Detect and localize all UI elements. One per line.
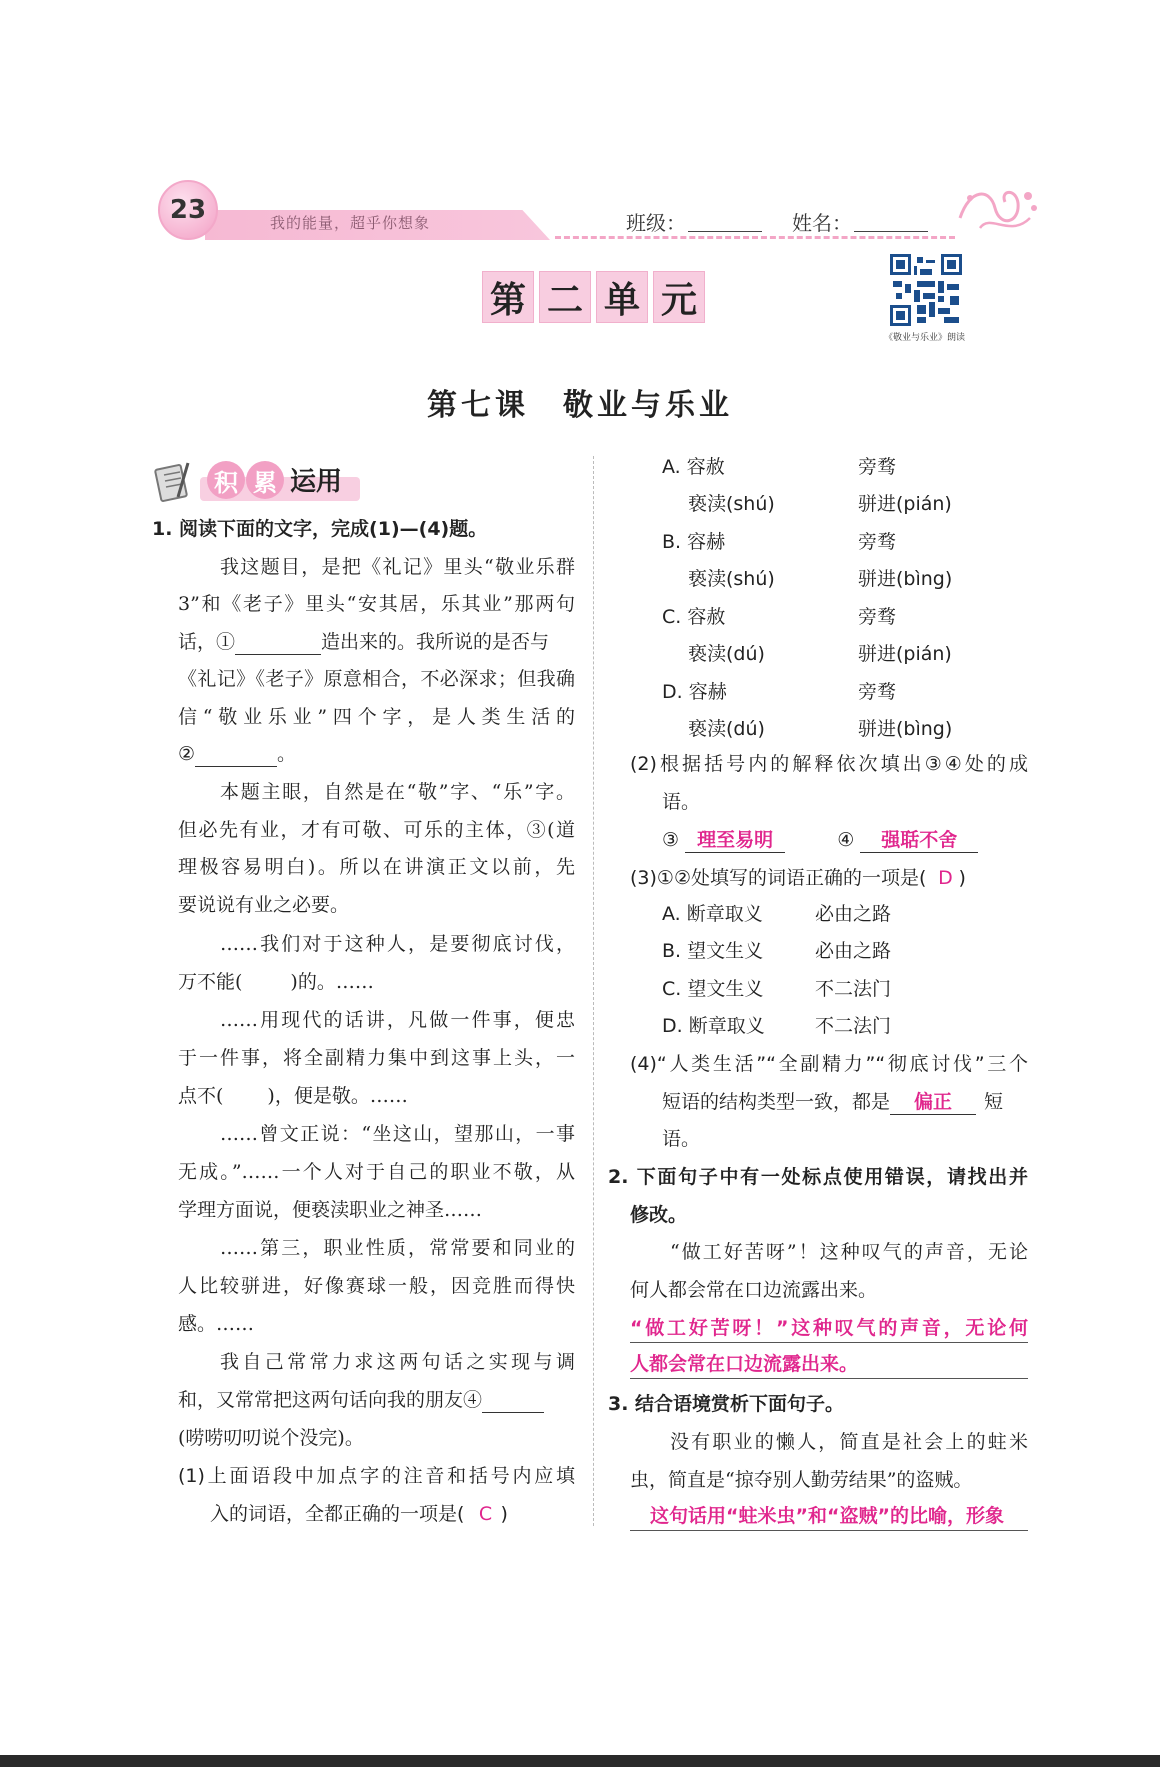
option-line: 骈进(bìng): [858, 718, 953, 740]
option-line: 旁骛: [858, 681, 897, 703]
option-line: 骈进(bìng): [858, 568, 953, 590]
header-dashed-line: [555, 236, 955, 239]
passage-text: 和，又常常把这两句话向我的朋友④: [178, 1389, 483, 1411]
passage-line: [178, 970, 374, 994]
passage-line: 要说说有业之必要。: [178, 894, 350, 916]
passage-line: [178, 1388, 544, 1413]
passage-text: ②: [178, 743, 196, 765]
blank-2[interactable]: [195, 742, 277, 767]
option-line: 旁骛: [858, 606, 897, 628]
option-line: 骈进(pián): [858, 643, 952, 665]
question-2-title-cont: 修改。: [630, 1204, 688, 1226]
option-line: 旁骛: [858, 531, 897, 553]
name-field[interactable]: [854, 231, 928, 232]
option-line: 必由之路: [815, 903, 892, 925]
option-line: 旁骛: [858, 456, 897, 478]
answer-sub4[interactable]: 偏正: [890, 1090, 976, 1115]
passage-line: 3”和《老子》里头“安其居，乐其业”那两句: [178, 593, 575, 615]
question-3-title: 3. 结合语境赏析下面句子。: [608, 1393, 845, 1415]
sub-question-4-cont: [662, 1090, 1003, 1115]
option-line: B. 容赫: [662, 531, 726, 553]
option-line: B. 望文生义: [662, 940, 764, 962]
answer-q2: 人都会常在口边流露出来。: [630, 1352, 1028, 1379]
sub-question-4-end: 语。: [662, 1128, 701, 1150]
passage-text: )的。……: [290, 971, 374, 993]
question-2-text: “做工好苦呀”！这种叹气的声音，无论: [670, 1241, 1028, 1263]
option-line: 不二法门: [815, 1015, 892, 1037]
section-word: 运用: [290, 467, 343, 497]
option-line: 骈进(pián): [858, 493, 952, 515]
passage-text: 万不能(: [178, 971, 243, 993]
passage-line: [178, 742, 296, 767]
option-line: 必由之路: [815, 940, 892, 962]
option-line: D. 容赫: [662, 681, 727, 703]
sub-question-text: ): [958, 867, 966, 889]
lesson-title: 第七课 敬业与乐业: [427, 388, 733, 423]
section-ball: 累: [246, 461, 284, 499]
sub-question-text: 短语的结构类型一致，都是: [662, 1091, 891, 1113]
header-slogan: 我的能量，超乎你想象: [270, 214, 431, 232]
page-number: 23: [158, 180, 218, 240]
passage-line: (唠唠叨叨说个没完)。: [178, 1427, 364, 1449]
passage-line: [178, 630, 549, 655]
passage-line: 我自己常常力求这两句话之实现与调: [220, 1351, 575, 1373]
qr-caption: 《敬业与乐业》朗读: [884, 333, 966, 343]
answer-sub2-4[interactable]: 强聒不舍: [860, 828, 978, 853]
section-ball: 积: [207, 461, 245, 499]
option-line: 不二法门: [815, 978, 892, 1000]
option-line: 亵渎(shú): [688, 568, 775, 590]
passage-line: 于一件事，将全副精力集中到这事上头，一: [178, 1047, 575, 1069]
sub-question-text: ): [500, 1503, 508, 1525]
qr-code-icon[interactable]: [890, 254, 962, 326]
column-divider: [593, 456, 594, 1526]
option-line: A. 容赦: [662, 456, 725, 478]
name-label: 姓名：: [792, 211, 852, 235]
class-label: 班级：: [626, 211, 686, 235]
option-line: 亵渎(dú): [688, 718, 765, 740]
passage-line: 信“敬业乐业”四个字，是人类生活的: [178, 706, 575, 728]
question-2-text: 何人都会常在口边流露出来。: [630, 1279, 878, 1301]
sub-question-3: [630, 866, 966, 890]
bottom-scan-border: [0, 1755, 1160, 1767]
passage-text: 造出来的。我所说的是否与: [321, 631, 550, 653]
sub-question-text: 短: [984, 1091, 1004, 1113]
option-line: D. 断章取义: [662, 1015, 765, 1037]
flourish-ornament-icon: [950, 178, 1040, 240]
passage-line: ……用现代的话讲，凡做一件事，便忠: [220, 1009, 575, 1031]
passage-text: 点不(: [178, 1085, 224, 1107]
answer-q2: “做工好苦呀！”这种叹气的声音，无论何: [630, 1316, 1028, 1343]
passage-line: ……曾文正说：“坐这山，望那山，一事: [220, 1123, 575, 1145]
sub-question-2: (2)根据括号内的解释依次填出③④处的成: [630, 753, 1028, 775]
sub-question-text: 入的词语，全都正确的一项是(: [210, 1503, 465, 1525]
unit-title-char: 单: [596, 271, 648, 323]
passage-line: 学理方面说，便亵渎职业之神圣……: [178, 1199, 483, 1221]
question-3-text: 虫，简直是“掠夺别人勤劳结果”的盗贼。: [630, 1469, 973, 1491]
answer-q3: 这句话用“蛀米虫”和“盗贼”的比喻，形象: [630, 1504, 1028, 1531]
passage-line: 无成。”……一个人对于自己的职业不敬，从: [178, 1161, 575, 1183]
passage-line: 我这题目，是把《礼记》里头“敬业乐群: [220, 556, 575, 578]
blank-1[interactable]: [235, 630, 321, 655]
class-field[interactable]: [688, 231, 762, 232]
answer-sub3: D: [938, 867, 953, 889]
sub-question-4: (4)“人类生活”“全副精力”“彻底讨伐”三个: [630, 1053, 1028, 1075]
answer-label: ③: [662, 829, 680, 851]
passage-line: 理极容易明白)。所以在讲演正文以前，先: [178, 856, 575, 878]
section-heading: [152, 455, 362, 507]
passage-line: ……第三，职业性质，常常要和同业的: [220, 1237, 575, 1259]
answer-sub2-3[interactable]: 理至易明: [685, 828, 785, 853]
passage-line: 《礼记》《老子》原意相合，不必深求；但我确: [178, 668, 575, 690]
option-line: C. 望文生义: [662, 978, 764, 1000]
passage-text: 话，①: [178, 631, 236, 653]
sub-question-2-answers: [662, 828, 978, 853]
question-1-title: 1. 阅读下面的文字，完成(1)—(4)题。: [152, 518, 488, 540]
sub-question-1: (1)上面语段中加点字的注音和括号内应填: [178, 1465, 575, 1487]
passage-line: [178, 1084, 408, 1108]
passage-line: 感。……: [178, 1313, 255, 1335]
passage-text: )，便是敬。……: [267, 1085, 408, 1107]
option-line: 亵渎(dú): [688, 643, 765, 665]
sub-question-text: (3)①②处填写的词语正确的一项是(: [630, 867, 927, 889]
passage-line: 但必先有业，才有可敬、可乐的主体，③(道: [178, 819, 575, 841]
question-3-text: 没有职业的懒人，简直是社会上的蛀米: [670, 1431, 1028, 1453]
unit-title-char: 元: [653, 271, 705, 323]
option-line: A. 断章取义: [662, 903, 763, 925]
passage-line: 人比较骈进，好像赛球一般，因竞胜而得快: [178, 1275, 575, 1297]
answer-sub1: C: [478, 1503, 493, 1525]
option-line: 亵渎(shú): [688, 493, 775, 515]
passage-line: ……我们对于这种人，是要彻底讨伐，: [220, 933, 575, 955]
unit-title-char: 二: [539, 271, 591, 323]
blank-4[interactable]: [482, 1388, 544, 1413]
unit-title-char: 第: [482, 271, 534, 323]
notebook-pen-icon: [152, 457, 200, 505]
passage-line: 本题主眼，自然是在“敬”字、“乐”字。: [220, 781, 575, 803]
question-2-title: 2. 下面句子中有一处标点使用错误，请找出并: [608, 1166, 1028, 1188]
passage-text: 。: [277, 743, 297, 765]
sub-question-2-cont: 语。: [662, 791, 701, 813]
sub-question-1-cont: [210, 1502, 508, 1526]
option-line: C. 容赦: [662, 606, 726, 628]
answer-label: ④: [837, 829, 855, 851]
